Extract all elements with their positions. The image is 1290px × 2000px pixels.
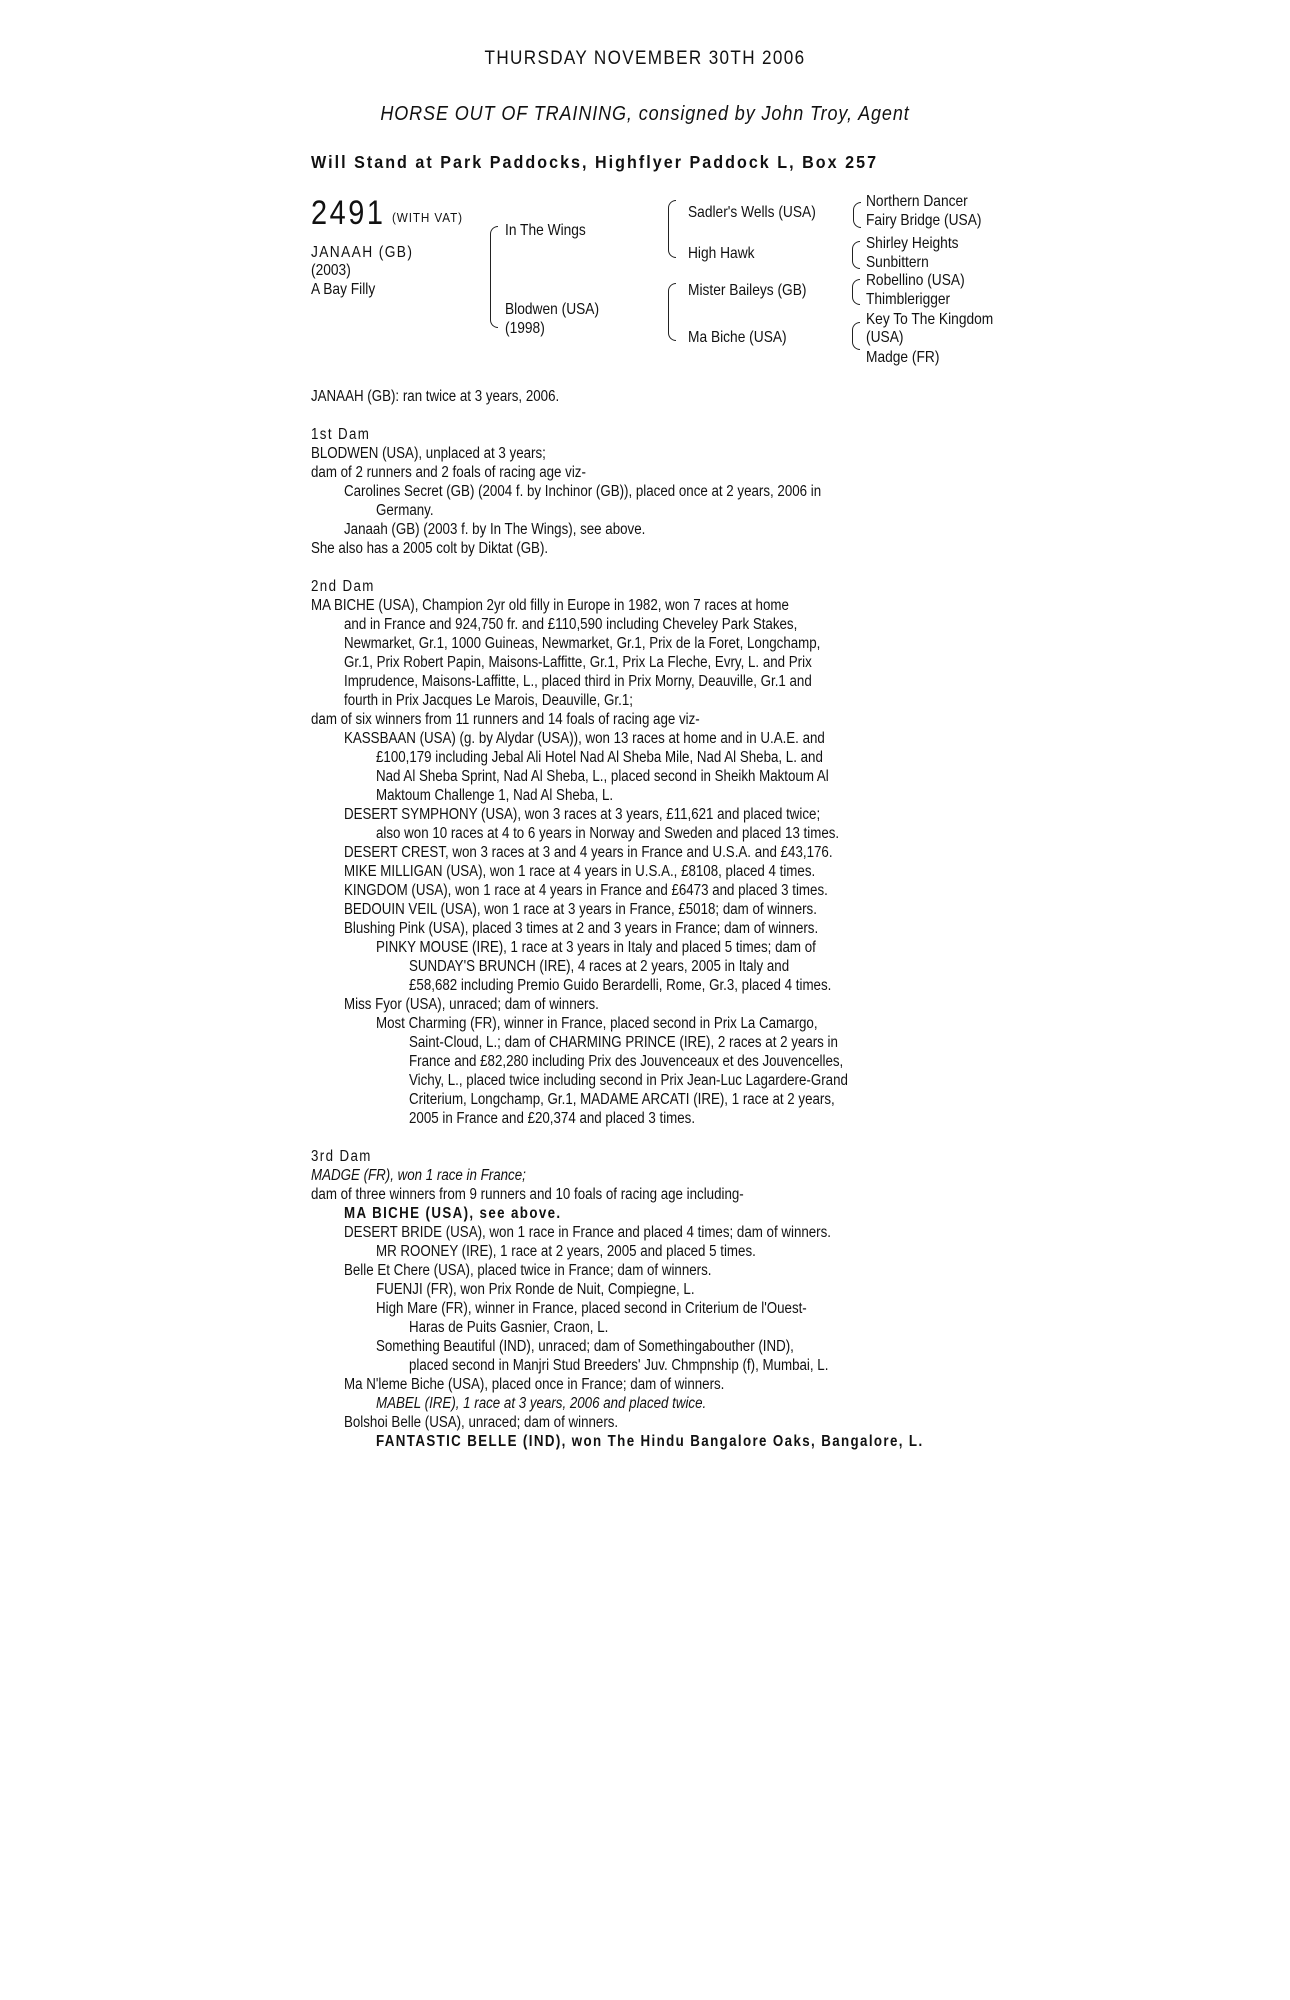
- second-dam-line: Nad Al Sheba Sprint, Nad Al Sheba, L., placed second in Sheikh Maktoum Al: [376, 768, 829, 785]
- second-dam-line: dam of six winners from 11 runners and 14 foals of racing age viz-: [311, 711, 700, 728]
- pedigree-sire: In The Wings: [505, 222, 586, 239]
- third-dam-line: Something Beautiful (IND), unraced; dam of Somethingabouther (IND),: [376, 1338, 794, 1355]
- second-dam-line: also won 10 races at 4 to 6 years in Norway and Sweden and placed 13 times.: [376, 825, 840, 842]
- second-dam-line: Saint-Cloud, L.; dam of CHARMING PRINCE (IRE), 2 races at 2 years in: [409, 1034, 838, 1051]
- second-dam-line: Miss Fyor (USA), unraced; dam of winners.: [344, 996, 599, 1013]
- third-dam-line: Bolshoi Belle (USA), unraced; dam of winners.: [344, 1414, 619, 1431]
- second-dam-line: France and £82,280 including Prix des Jouvenceaux et des Jouvencelles,: [409, 1053, 844, 1070]
- second-dam-line: DESERT SYMPHONY (USA), won 3 races at 3 years, £11,621 and placed twice;: [344, 806, 821, 823]
- vat-note: (WITH VAT): [392, 210, 463, 225]
- second-dam-line: SUNDAY'S BRUNCH (IRE), 4 races at 2 years, 2005 in Italy and: [409, 958, 790, 975]
- third-dam-line: placed second in Manjri Stud Breeders' Juv. Chmpnship (f), Mumbai, L.: [409, 1357, 829, 1374]
- sale-date: THURSDAY NOVEMBER 30TH 2006: [484, 48, 806, 69]
- pedigree-g7a: Key To The Kingdom: [866, 311, 994, 328]
- horse-name: JANAAH (GB): [311, 244, 414, 261]
- first-dam-line: dam of 2 runners and 2 foals of racing age viz-: [311, 464, 586, 481]
- first-dam-heading: 1st Dam: [311, 426, 371, 443]
- pedigree-brace-main: [490, 226, 498, 328]
- second-dam-line: PINKY MOUSE (IRE), 1 race at 3 years in Italy and placed 5 times; dam of: [376, 939, 816, 956]
- lot-number: 2491: [311, 194, 386, 232]
- third-dam-line: dam of three winners from 9 runners and 10 foals of racing age including-: [311, 1186, 744, 1203]
- pedigree-g8: Madge (FR): [866, 349, 940, 366]
- pedigree-dam-sire: Mister Baileys (GB): [688, 282, 807, 299]
- pedigree-brace-dam: [668, 283, 676, 341]
- second-dam-line: BEDOUIN VEIL (USA), won 1 race at 3 years in France, £5018; dam of winners.: [344, 901, 817, 918]
- second-dam-line: MA BICHE (USA), Champion 2yr old filly in Europe in 1982, won 7 races at home: [311, 597, 789, 614]
- third-dam-line: High Mare (FR), winner in France, placed second in Criterium de l'Ouest-: [376, 1300, 807, 1317]
- second-dam-line: MIKE MILLIGAN (USA), won 1 race at 4 years in U.S.A., £8108, placed 4 times.: [344, 863, 816, 880]
- second-dam-line: Most Charming (FR), winner in France, placed second in Prix La Camargo,: [376, 1015, 818, 1032]
- first-dam-line: Carolines Secret (GB) (2004 f. by Inchinor (GB)), placed once at 2 years, 2006 in: [344, 483, 822, 500]
- second-dam-line: KASSBAAN (USA) (g. by Alydar (USA)), won 13 races at home and in U.A.E. and: [344, 730, 825, 747]
- third-dam-heading: 3rd Dam: [311, 1148, 372, 1165]
- first-dam-line: Germany.: [376, 502, 434, 519]
- pedigree-brace-g3: [852, 279, 860, 305]
- second-dam-line: £58,682 including Premio Guido Berardelli, Rome, Gr.3, placed 4 times.: [409, 977, 832, 994]
- third-dam-line: MR ROONEY (IRE), 1 race at 2 years, 2005 and placed 5 times.: [376, 1243, 756, 1260]
- pedigree-brace-g4: [852, 322, 860, 350]
- third-dam-line: MABEL (IRE), 1 race at 3 years, 2006 and placed twice.: [376, 1395, 707, 1412]
- second-dam-line: Maktoum Challenge 1, Nad Al Sheba, L.: [376, 787, 614, 804]
- second-dam-line: KINGDOM (USA), won 1 race at 4 years in France and £6473 and placed 3 times.: [344, 882, 828, 899]
- pedigree-sire-dam: High Hawk: [688, 245, 755, 262]
- pedigree-g6: Thimblerigger: [866, 291, 951, 308]
- third-dam-line: Ma N'leme Biche (USA), placed once in France; dam of winners.: [344, 1376, 725, 1393]
- third-dam-line: DESERT BRIDE (USA), won 1 race in France and placed 4 times; dam of winners.: [344, 1224, 832, 1241]
- second-dam-heading: 2nd Dam: [311, 578, 375, 595]
- second-dam-line: Newmarket, Gr.1, 1000 Guineas, Newmarket, Gr.1, Prix de la Foret, Longchamp,: [344, 635, 821, 652]
- third-dam-line: MADGE (FR), won 1 race in France;: [311, 1167, 526, 1184]
- pedigree-g5: Robellino (USA): [866, 272, 965, 289]
- pedigree-brace-g2: [852, 241, 860, 269]
- first-dam-line: She also has a 2005 colt by Diktat (GB).: [311, 540, 549, 557]
- second-dam-line: Gr.1, Prix Robert Papin, Maisons-Laffitte, Gr.1, Prix La Fleche, Evry, L. and Prix: [344, 654, 812, 671]
- pedigree-dam-dam: Ma Biche (USA): [688, 329, 787, 346]
- second-dam-line: Imprudence, Maisons-Laffitte, L., placed third in Prix Morny, Deauville, Gr.1 and: [344, 673, 812, 690]
- third-dam-line: Haras de Puits Gasnier, Craon, L.: [409, 1319, 609, 1336]
- racing-summary: JANAAH (GB): ran twice at 3 years, 2006.: [311, 388, 560, 405]
- third-dam-line: FUENJI (FR), won Prix Ronde de Nuit, Compiegne, L.: [376, 1281, 695, 1298]
- pedigree-g1: Northern Dancer: [866, 193, 968, 210]
- pedigree-g3: Shirley Heights: [866, 235, 959, 252]
- second-dam-line: £100,179 including Jebal Ali Hotel Nad Al Sheba Mile, Nad Al Sheba, L. and: [376, 749, 823, 766]
- pedigree-brace-g1: [853, 202, 861, 228]
- horse-year: (2003): [311, 262, 351, 279]
- horse-description: A Bay Filly: [311, 281, 376, 298]
- pedigree-g4: Sunbittern: [866, 254, 929, 271]
- consignment-line: HORSE OUT OF TRAINING, consigned by John Troy, Agent: [380, 103, 910, 125]
- first-dam-line: Janaah (GB) (2003 f. by In The Wings), see above.: [344, 521, 646, 538]
- stand-location: Will Stand at Park Paddocks, Highflyer Paddock L, Box 257: [311, 152, 879, 172]
- second-dam-line: Criterium, Longchamp, Gr.1, MADAME ARCATI (IRE), 1 race at 2 years,: [409, 1091, 835, 1108]
- second-dam-line: DESERT CREST, won 3 races at 3 and 4 years in France and U.S.A. and £43,176.: [344, 844, 833, 861]
- second-dam-line: 2005 in France and £20,374 and placed 3 times.: [409, 1110, 696, 1127]
- pedigree-g7b: (USA): [866, 329, 904, 346]
- third-dam-line: MA BICHE (USA), see above.: [344, 1205, 562, 1222]
- second-dam-line: fourth in Prix Jacques Le Marois, Deauville, Gr.1;: [344, 692, 633, 709]
- pedigree-dam: Blodwen (USA): [505, 301, 600, 318]
- second-dam-line: Vichy, L., placed twice including second in Prix Jean-Luc Lagardere-Grand: [409, 1072, 848, 1089]
- pedigree-g2: Fairy Bridge (USA): [866, 212, 982, 229]
- pedigree-brace-sire: [668, 200, 676, 258]
- third-dam-line: FANTASTIC BELLE (IND), won The Hindu Bangalore Oaks, Bangalore, L.: [376, 1433, 924, 1450]
- pedigree-dam-year: (1998): [505, 320, 545, 337]
- third-dam-line: Belle Et Chere (USA), placed twice in France; dam of winners.: [344, 1262, 712, 1279]
- second-dam-line: and in France and 924,750 fr. and £110,590 including Cheveley Park Stakes,: [344, 616, 798, 633]
- pedigree-sire-sire: Sadler's Wells (USA): [688, 204, 816, 221]
- second-dam-line: Blushing Pink (USA), placed 3 times at 2 and 3 years in France; dam of winners.: [344, 920, 819, 937]
- first-dam-line: BLODWEN (USA), unplaced at 3 years;: [311, 445, 546, 462]
